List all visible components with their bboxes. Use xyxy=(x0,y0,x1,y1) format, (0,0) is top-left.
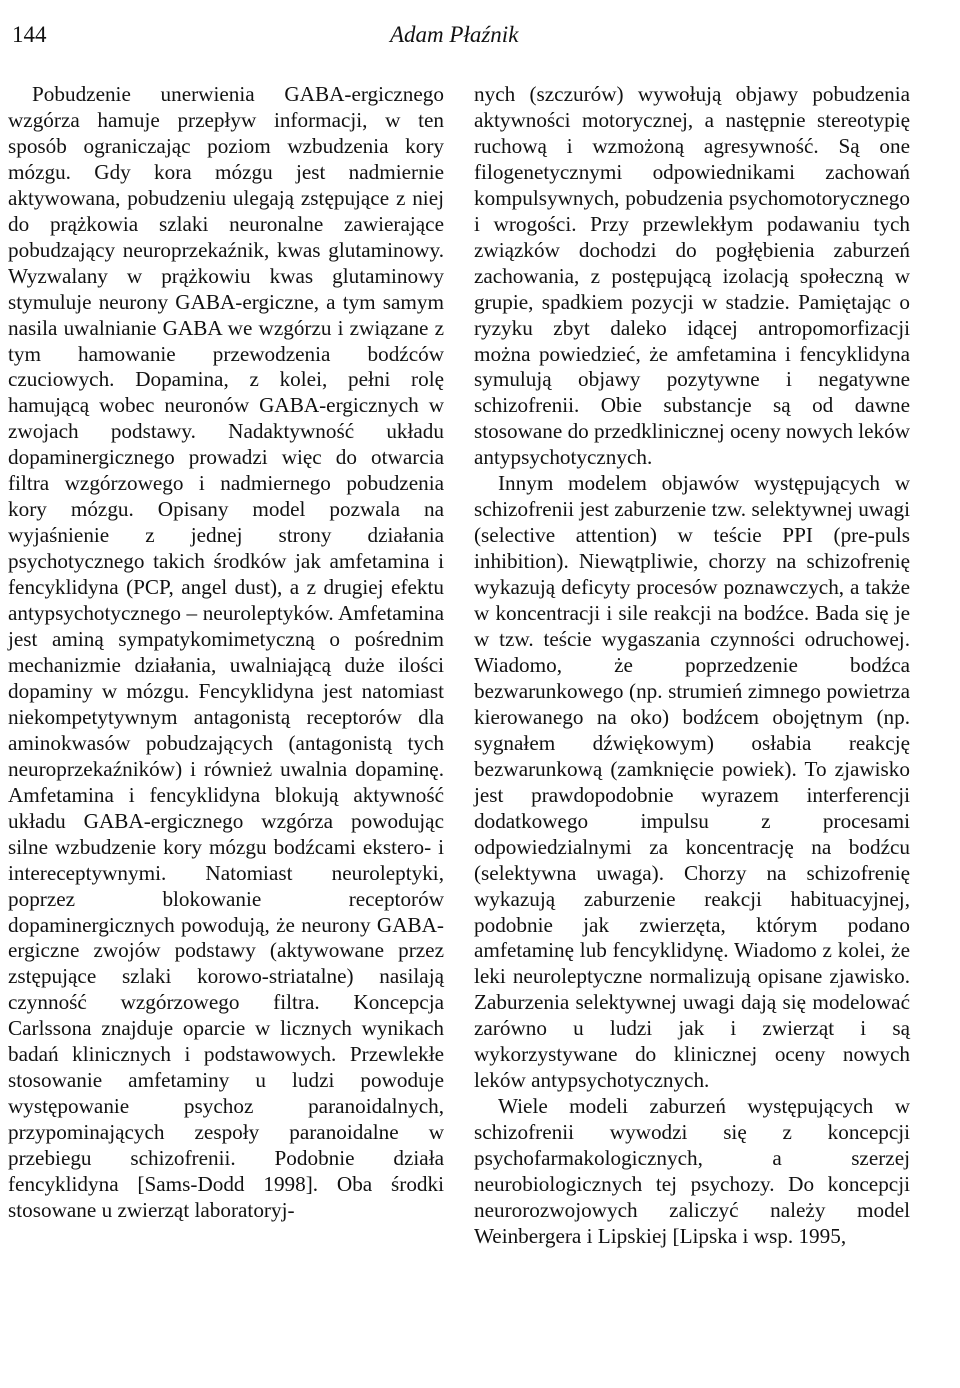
running-header xyxy=(0,22,960,56)
paragraph: Wiele modeli zaburzeń występujących w schizofrenii wywodzi się z koncepcji psychofarmakologicznych, a szerzej neurobiologicznych tej psychozy. Do koncepcji neurorozwojowych zaliczyć należy model Weinbergera i Lipskiej [Lipska i wsp. 1995, xyxy=(474,1094,910,1248)
running-head-author: Adam Płaźnik xyxy=(390,22,519,47)
paragraph: Pobudzenie unerwienia GABA-ergicznego wzgórza hamuje przepływ informacji, w ten sposób ograniczając poziom wzbudzenia kory mózgu. Gdy kora mózgu jest nadmiernie aktywowana, pobudzeniu ulegają zstępujące z niej do prążkowia szlaki neuronalne zawierające pobudzający neuroprzekaźnik, kwas glutaminowy. Wyzwalany w prążkowiu kwas glutaminowy stymuluje neurony GABA-ergiczne, a tym samym nasila uwalnianie GABA we wzgórzu i związane z tym hamowanie przewodzenia bodźców czuciowych. Dopamina, z kolei, pełni rolę hamującą wobec neuronów GABA-ergicznych w zwojach podstawy. Nadaktywność układu dopaminergicznego prowadzi więc do otwarcia filtra wzgórzowego i nadmiernego pobudzenia kory mózgu. Opisany model pozwala na wyjaśnienie z jednej strony działania psychotycznego takich środków jak amfetamina i fencyklidyna (PCP, angel dust), a z drugiej efektu antypsychotycznego – neuroleptyków. Amfetamina jest aminą sympatykomimetyczną o pośrednim mechanizmie działania, uwalniającą duże ilości dopaminy w mózgu. Fencyklidyna jest natomiast niekompetytywnym antagonistą receptorów dla aminokwasów pobudzających (antagonistą tych neuroprzekaźników) i również uwalnia dopaminę. Amfetamina i fencyklidyna blokują aktywność układu GABA-ergicznego wzgórza powodując silne wzbudzenie kory mózgu bodźcami ekstero- i intereceptywnymi. Natomiast neuroleptyki, poprzez blokowanie receptorów dopaminergicznych powodują, że neurony GABA-ergiczne zwojów podstawy (aktywowane przez zstępujące szlaki korowo-striatalne) nasilają czynność wzgórzowego filtra. Koncepcja Carlssona znajduje oparcie w licznych wynikach badań klinicznych i podstawowych. Przewlekłe stosowanie amfetaminy u ludzi powoduje występowanie psychoz paranoidalnych, przypominających zespoły paranoidalne w przebiegu schizofrenii. Podobnie działa fencyklidyna [Sams-Dodd 1998]. Oba środki stosowane u zwierząt laboratoryj- xyxy=(8,82,444,1222)
left-column xyxy=(8,82,444,1224)
page-number: 144 xyxy=(12,22,47,47)
paragraph: Innym modelem objawów występujących w schizofrenii jest zaburzenie tzw. selektywnej uwagi (selective attention) w teście PPI (pre-puls inhibition). Niewątpliwie, chorzy na schizofrenię wykazują deficyty procesów poznawczych, a także w koncentracji i sile reakcji na bodźce. Bada się je w tzw. teście wygaszania czynności odruchowej. Wiadomo, że poprzedzenie bodźca bezwarunkowego (np. strumień zimnego powietrza kierowanego na oko) bodźcem obojętnym (np. sygnałem dźwiękowym) osłabia reakcję bezwarunkową (zamknięcie powiek). To zjawisko jest prawdopodobnie wyrazem interferencji dodatkowego impulsu z procesami odpowiedzialnymi za koncentrację na bodźcu (selektywna uwaga). Chorzy na schizofrenię wykazują zaburzenie reakcji habituacyjnej, podobnie jak zwierzęta, którym podano amfetaminę lub fencyklidynę. Wiadomo z kolei, że leki neuroleptyczne normalizują opisane zjawisko. Zaburzenia selektywnej uwagi dają się modelować zarówno u ludzi jak i zwierząt i są wykorzystywane do klinicznej oceny nowych leków antypsychotycznych. xyxy=(474,471,910,1093)
right-column xyxy=(474,82,910,1250)
paragraph: nych (szczurów) wywołują objawy pobudzenia aktywności motorycznej, a następnie stereotypię ruchową i wzmożoną agresywność. Są one filogenetycznymi odpowiednikami zachowań kompulsywnych, pobudzenia psychomotorycznego i wrogości. Przy przewlekłym podawaniu tych związków dochodzi do pogłębienia zaburzeń zachowania, z postępującą izolacją społeczną w grupie, spadkiem pozycji w stadzie. Pamiętając o ryzyku zbyt daleko idącej antropomorfizacji można powiedzieć, że amfetamina i fencyklidyna symulują objawy pozytywne i negatywne schizofrenii. Obie substancje są od dawne stosowane do przedklinicznej oceny nowych leków antypsychotycznych. xyxy=(474,82,910,470)
